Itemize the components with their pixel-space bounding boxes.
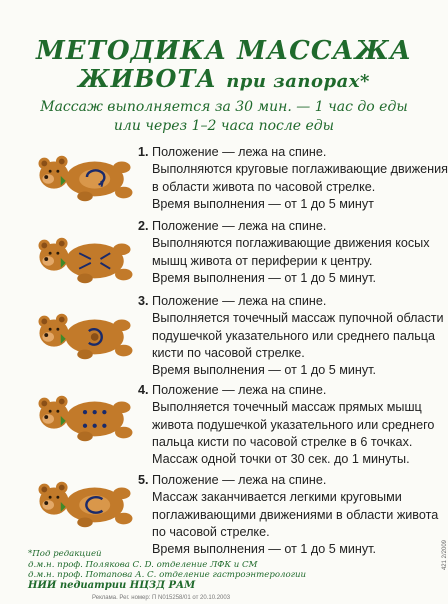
footer-line: д.м.н. проф. Потапова А. С. отделение гастроэнтерологии <box>28 570 307 581</box>
step-line: кисти по часовой стрелке. <box>152 345 305 360</box>
page-title-line1: МЕТОДИКА МАССАЖА <box>36 36 412 66</box>
step-line: пальца кисти по часовой стрелке в 6 точках. <box>152 434 413 449</box>
step-4 <box>138 382 438 468</box>
registration-text: Реклама. Рег. номер: П N015258/01 от 20.10.2003 <box>92 595 231 601</box>
step-line: Положение — лежа на спине. <box>152 294 327 308</box>
step-line: живота подушечкой указательного или среднего <box>152 417 435 432</box>
step-1 <box>138 144 448 213</box>
editorial-credits <box>28 549 368 591</box>
footer-line: НИИ педиатрии НЦЗД РАМ <box>28 579 196 591</box>
step-line: мышц живота от периферии к центру. <box>152 253 373 268</box>
step-line: Положение — лежа на спине. <box>152 383 327 397</box>
step-number: 1. <box>138 145 149 159</box>
step-number: 3. <box>138 294 149 308</box>
teddy-bear-icon <box>36 146 134 208</box>
teddy-bear-icon <box>36 228 134 290</box>
step-5 <box>138 472 438 558</box>
teddy-bear-icon <box>36 304 134 366</box>
step-line: Время выполнения — от 1 до 5 минут. <box>152 363 377 378</box>
step-line: Массаж одной точки от 30 сек. до 1 минуты. <box>152 452 410 467</box>
step-line: Время выполнения — от 1 до 5 минут <box>152 196 374 211</box>
subtitle-line1: Массаж выполняется за 30 мин. — 1 час до еды <box>40 99 408 115</box>
step-line: Положение — лежа на спине. <box>152 473 327 487</box>
step-3 <box>138 293 444 379</box>
step-line: Время выполнения — от 1 до 5 минут. <box>152 270 377 285</box>
footer-line: *Под редакцией <box>28 549 102 559</box>
step-line: Положение — лежа на спине. <box>152 219 327 233</box>
footer-line: д.м.н. проф. Полякова С. D. отделение ЛФК и СМ <box>28 559 258 570</box>
step-line: Выполняется точечный массаж пупочной области <box>152 311 444 326</box>
page-title-line2 <box>0 64 448 93</box>
step-number: 2. <box>138 219 149 233</box>
side-code: 421 2/2009 <box>442 540 448 571</box>
title-small-words: при запорах* <box>226 71 370 92</box>
step-line: по часовой стрелке. <box>152 524 270 539</box>
registration-note <box>0 592 448 604</box>
teddy-bear-icon <box>36 472 134 534</box>
subtitle-line2: или через 1–2 часа после еды <box>113 118 335 134</box>
title-main-word: ЖИВОТА <box>78 64 217 93</box>
step-line: Массаж заканчивается легкими круговыми <box>152 490 402 505</box>
step-line: Время выполнения — от 1 до 5 минут. <box>152 542 377 557</box>
teddy-bear-icon <box>36 386 134 448</box>
step-line: Выполняются поглаживающие движения косых <box>152 236 430 251</box>
step-line: Выполняются круговые поглаживающие движения <box>152 162 448 177</box>
step-line: в области живота по часовой стрелке. <box>152 179 376 194</box>
step-line: Выполняется точечный массаж прямых мышц <box>152 400 422 415</box>
step-number: 4. <box>138 383 149 397</box>
step-line: поглаживающими движениями в области живота <box>152 507 439 522</box>
step-2 <box>138 218 438 287</box>
step-line: Положение — лежа на спине. <box>152 145 327 159</box>
step-number: 5. <box>138 473 149 487</box>
step-line: подушечкой указательного или среднего пальца <box>152 328 436 343</box>
